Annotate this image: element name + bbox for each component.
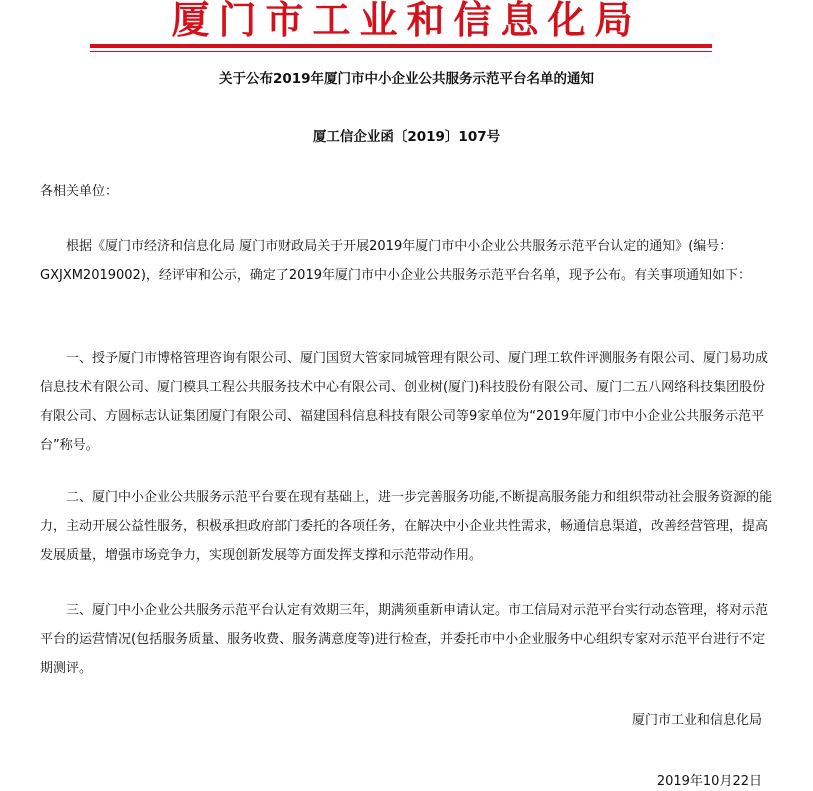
letterhead-title: 厦门市工业和信息化局 [171,0,642,42]
paragraph-item-2: 二、厦门中小企业公共服务示范平台要在现有基础上，进一步完善服务功能,不断提高服务能力和组织带动社会服务资源的能力，主动开展公益性服务，积极承担政府部门委托的各项任务，在解决中小企业共性需求，畅通信息渠道，改善经营管理，提高发展质量，增强市场竞争力，实现创新发展等方面发挥支撑和示范带动作用。 [40,490,773,563]
letterhead-rule-thick [90,44,712,48]
letterhead-rule-thin [90,51,712,52]
issue-date: 2019年10月22日 [656,774,762,789]
paragraph-item-3: 三、厦门中小企业公共服务示范平台认定有效期三年，期满须重新申请认定。市工信局对示范平台实行动态管理，将对示范平台的运营情况(包括服务质量、服务收费、服务满意度等)进行检查，并委托市中小企业服务中心组织专家对示范平台进行不定期测评。 [40,603,769,676]
salutation: 各相关单位： [40,184,119,199]
document-title: 关于公布2019年厦门市中小企业公共服务示范平台名单的通知 [218,71,595,87]
paragraph-intro: 根据《厦门市经济和信息化局 厦门市财政局关于开展2019年厦门市中小企业公共服务示范平台认定的通知》(编号：GXJXM2019002)，经评审和公示，确定了2019年厦门市中小企业公共服务示范平台名单，现予公布。有关事项通知如下： [40,239,751,283]
paragraph-item-1: 一、授予厦门市博格管理咨询有限公司、厦门国贸大管家同城管理有限公司、厦门理工软件评测服务有限公司、厦门易功成信息技术有限公司、厦门模具工程公共服务技术中心有限公司、创业树(厦门)科技股份有限公司、厦门二五八网络科技集团股份有限公司、方圆标志认证集团厦门有限公司、福建国科信息科技有限公司等9家单位为“2019年厦门市中小企业公共服务示范平台”称号。 [40,351,769,453]
signature: 厦门市工业和信息化局 [631,713,762,728]
document-number: 厦工信企业函〔2019〕107号 [312,129,501,145]
